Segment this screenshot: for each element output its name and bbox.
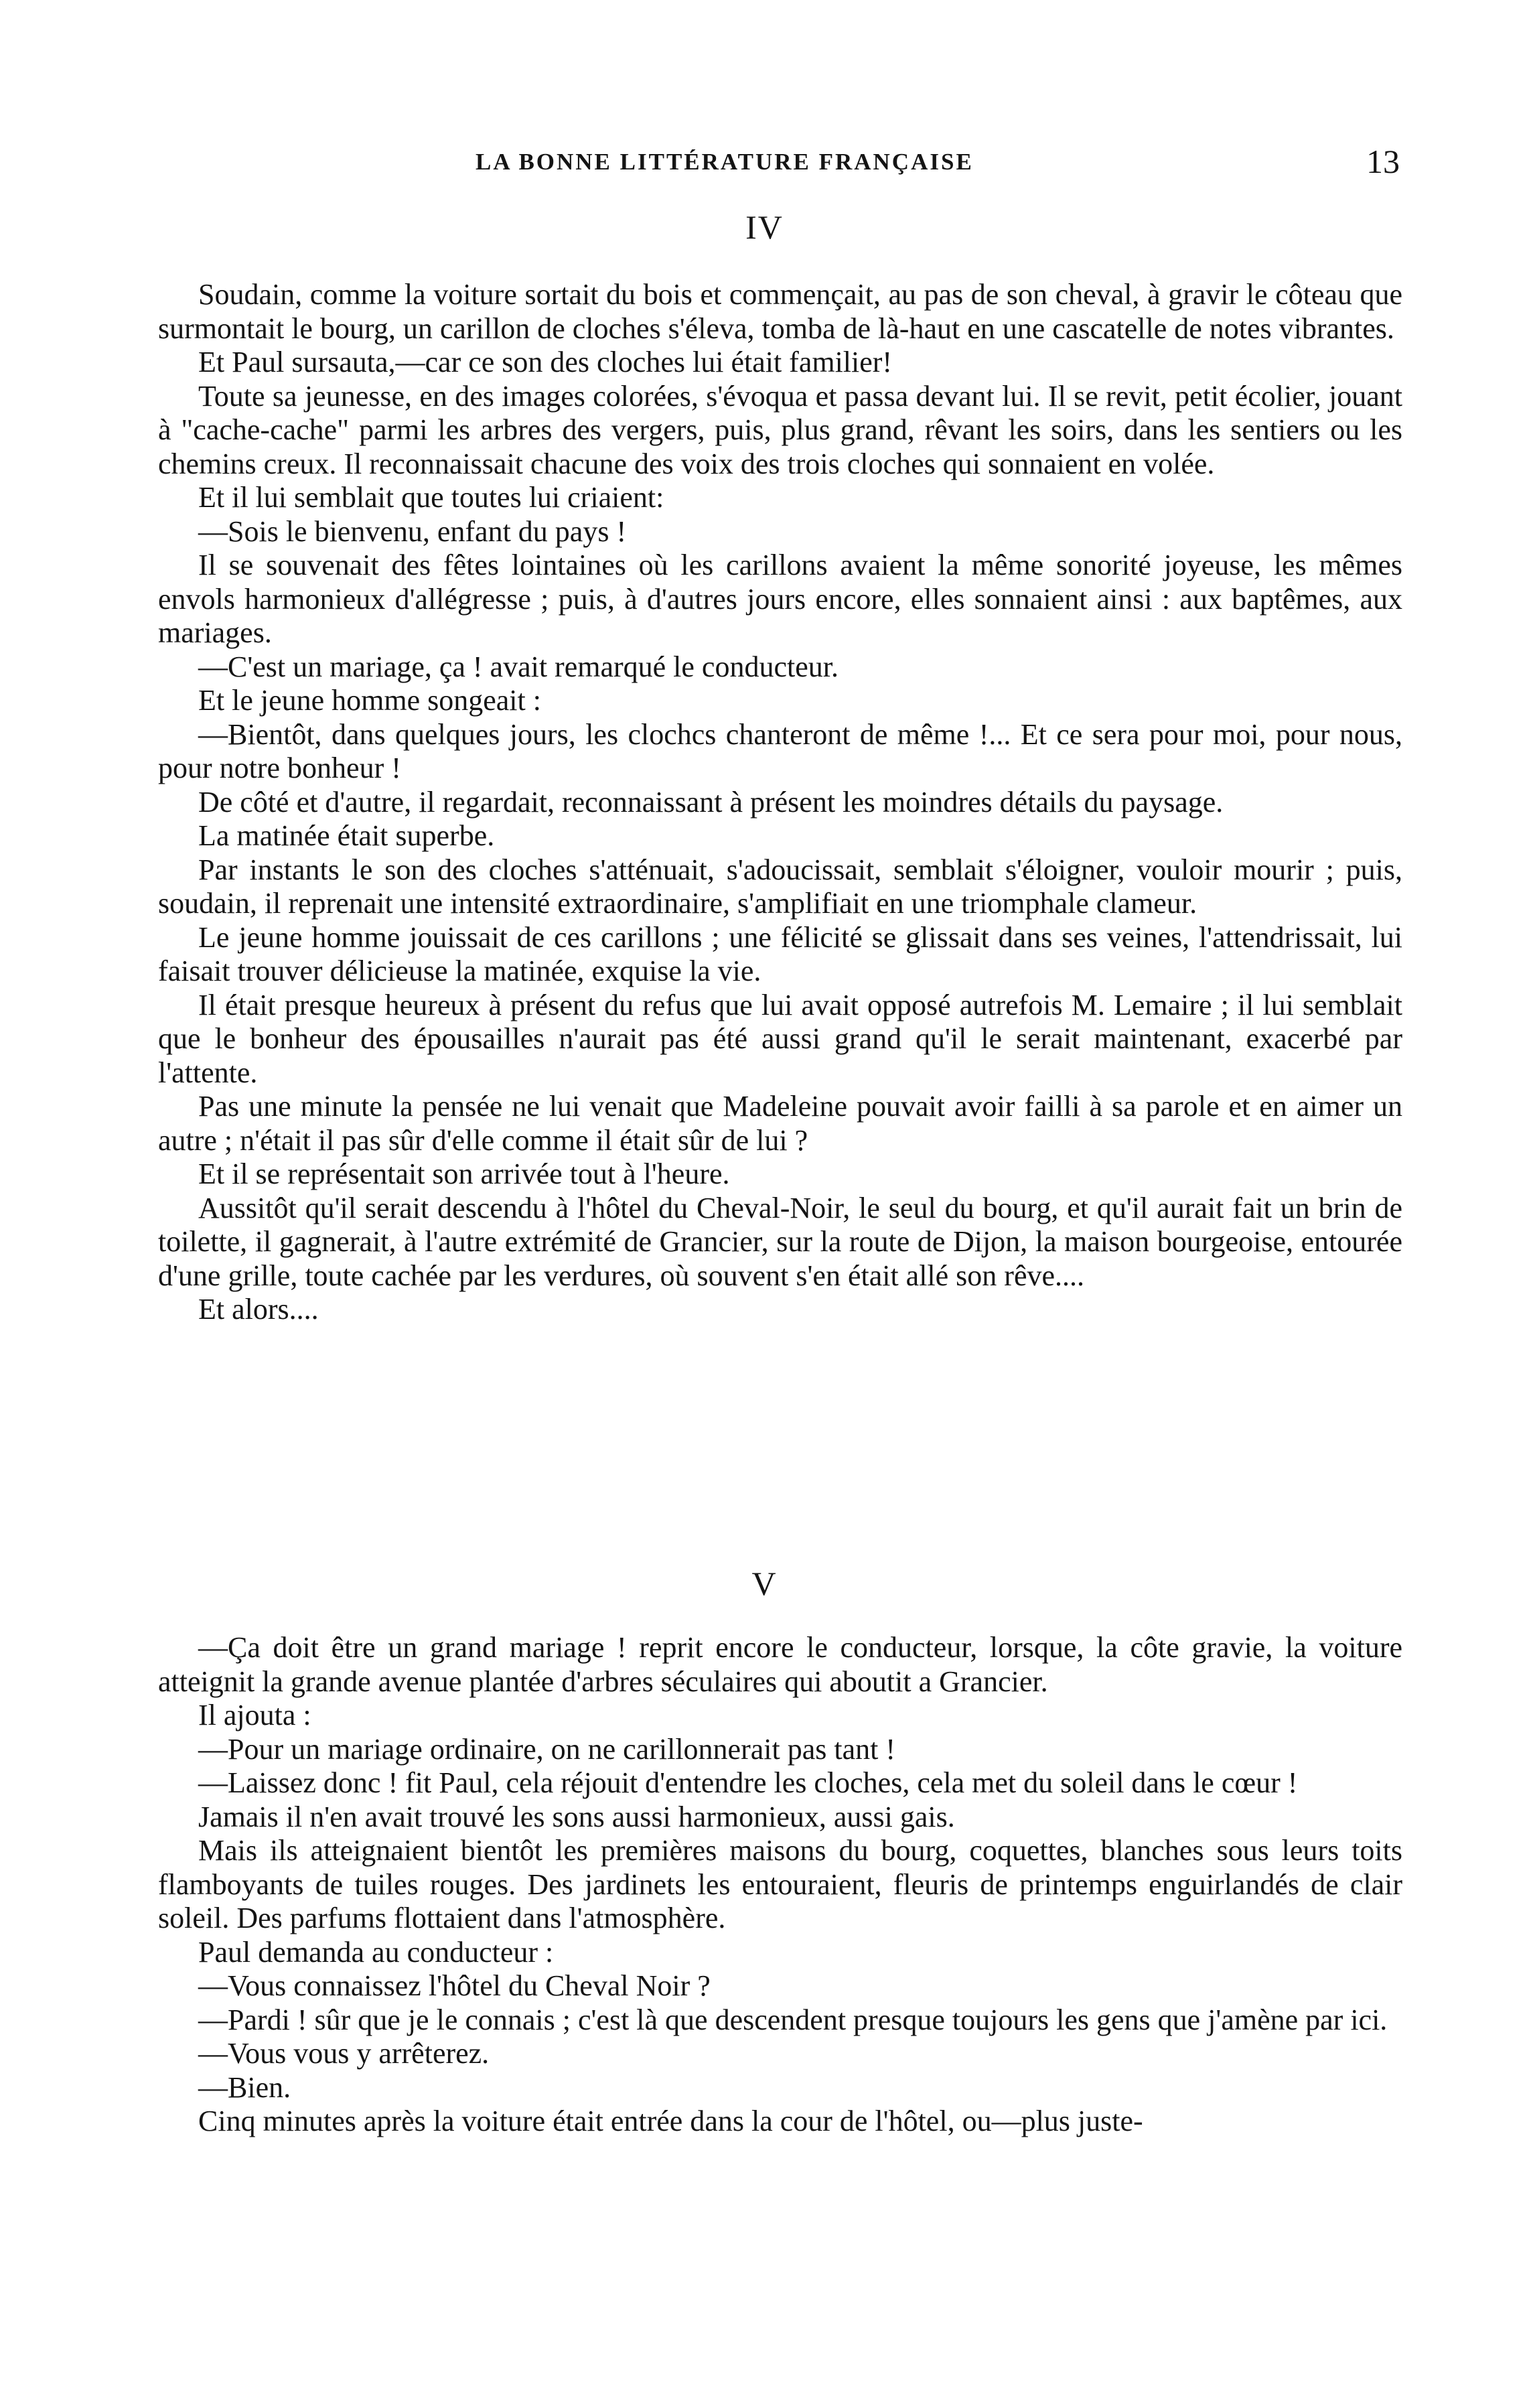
paragraph: Il se souvenait des fêtes lointaines où les carillons avaient la même sonorité joyeuse, les mêmes envols harmonieux d'allégresse ; puis, à d'autres jours encore, elles sonnaient ainsi : aux baptêmes, aux mariages. xyxy=(158,549,1402,649)
paragraph: Le jeune homme jouissait de ces carillons ; une félicité se glissait dans ses veines, l'attendrissait, lui faisait trouver délicieuse la matinée, exquise la vie. xyxy=(158,920,1402,987)
paragraph: —Pour un mariage ordinaire, on ne carillonnerait pas tant ! xyxy=(198,1732,895,1766)
paragraph: —Bientôt, dans quelques jours, les clochcs chanteront de même !... Et ce sera pour moi, pour nous, pour notre bonheur ! xyxy=(158,717,1402,784)
paragraph: Et il lui semblait que toutes lui criaient: xyxy=(198,481,664,514)
paragraph: —Vous vous y arrêterez. xyxy=(198,2037,490,2070)
page-number: 13 xyxy=(1366,143,1400,180)
paragraph: Il était presque heureux à présent du refus que lui avait opposé autrefois M. Lemaire ; il lui semblait que le bonheur des épousailles n'aurait pas été aussi grand qu'il le serait maintenant, exacerbé par l'attente. xyxy=(158,988,1402,1089)
paragraph: —Laissez donc ! fit Paul, cela réjouit d'entendre les cloches, cela met du soleil dans le cœur ! xyxy=(198,1766,1298,1799)
paragraph: Pas une minute la pensée ne lui venait que Madeleine pouvait avoir failli à sa parole et en aimer un autre ; n'était il pas sûr d'elle comme il était sûr de lui ? xyxy=(158,1090,1402,1157)
section-v-body xyxy=(158,1631,1402,2139)
running-header xyxy=(167,145,1400,192)
running-title: LA BONNE LITTÉRATURE FRANÇAISE xyxy=(476,149,974,175)
paragraph: Jamais il n'en avait trouvé les sons aussi harmonieux, aussi gais. xyxy=(198,1800,955,1833)
paragraph: —Vous connaissez l'hôtel du Cheval Noir ? xyxy=(198,1969,711,2002)
paragraph: —Ça doit être un grand mariage ! reprit encore le conducteur, lorsque, la côte gravie, la voiture atteignit la grande avenue plantée d'arbres séculaires qui aboutit a Grancier. xyxy=(158,1631,1402,1698)
paragraph: Et le jeune homme songeait : xyxy=(198,684,541,717)
section-iv-body xyxy=(158,278,1402,1327)
paragraph: Toute sa jeunesse, en des images colorées, s'évoqua et passa devant lui. Il se revit, petit écolier, jouant à "cache-cache" parmi les arbres des vergers, puis, plus grand, rêvant les soirs, dans les sentiers ou les chemins creux. Il reconnaissait chacune des voix des trois cloches qui sonnaient en volée. xyxy=(158,379,1402,480)
paragraph: Il ajouta : xyxy=(198,1699,311,1731)
paragraph: Et il se représentait son arrivée tout à l'heure. xyxy=(198,1157,730,1190)
paragraph: —C'est un mariage, ça ! avait remarqué le conducteur. xyxy=(198,650,839,683)
paragraph: —Pardi ! sûr que je le connais ; c'est là que descendent presque toujours les gens que j'amène par ici. xyxy=(198,2003,1388,2036)
paragraph: Paul demanda au conducteur : xyxy=(198,1935,554,1969)
section-heading-iv: IV xyxy=(745,208,784,246)
paragraph: Et Paul sursauta,—car ce son des cloches lui était familier! xyxy=(198,346,893,378)
paragraph: Et alors.... xyxy=(198,1293,319,1326)
paragraph: —Bien. xyxy=(198,2070,291,2104)
paragraph: Cinq minutes après la voiture était entrée dans la cour de l'hôtel, ou—plus juste- xyxy=(198,2105,1143,2137)
paragraph: De côté et d'autre, il regardait, reconnaissant à présent les moindres détails du paysage. xyxy=(198,785,1224,819)
paragraph: Soudain, comme la voiture sortait du bois et commençait, au pas de son cheval, à gravir le côteau que surmontait le bourg, un carillon de cloches s'éleva, tomba de là-haut en une cascatelle de notes vibrantes. xyxy=(158,278,1402,345)
section-heading-v: V xyxy=(751,1565,778,1602)
paragraph: La matinée était superbe. xyxy=(198,819,495,852)
paragraph: Mais ils atteignaient bientôt les premières maisons du bourg, coquettes, blanches sous leurs toits flamboyants de tuiles rouges. Des jardinets les entouraient, fleuris de printemps enguirlandés de clair soleil. Des parfums flottaient dans l'atmosphère. xyxy=(158,1834,1402,1934)
paragraph: —Sois le bienvenu, enfant du pays ! xyxy=(198,514,627,548)
paragraph: Aussitôt qu'il serait descendu à l'hôtel du Cheval-Noir, le seul du bourg, et qu'il aurait fait un brin de toilette, il gagnerait, à l'autre extrémité de Grancier, sur la route de Dijon, la maison bourgeoise, entourée d'une grille, toute cachée par les verdures, où souvent s'en était allé son rêve.... xyxy=(158,1191,1402,1292)
paragraph: Par instants le son des cloches s'atténuait, s'adoucissait, semblait s'éloigner, vouloir mourir ; puis, soudain, il reprenait une intensité extraordinaire, s'amplifiait en une triomphale clameur. xyxy=(158,853,1402,920)
